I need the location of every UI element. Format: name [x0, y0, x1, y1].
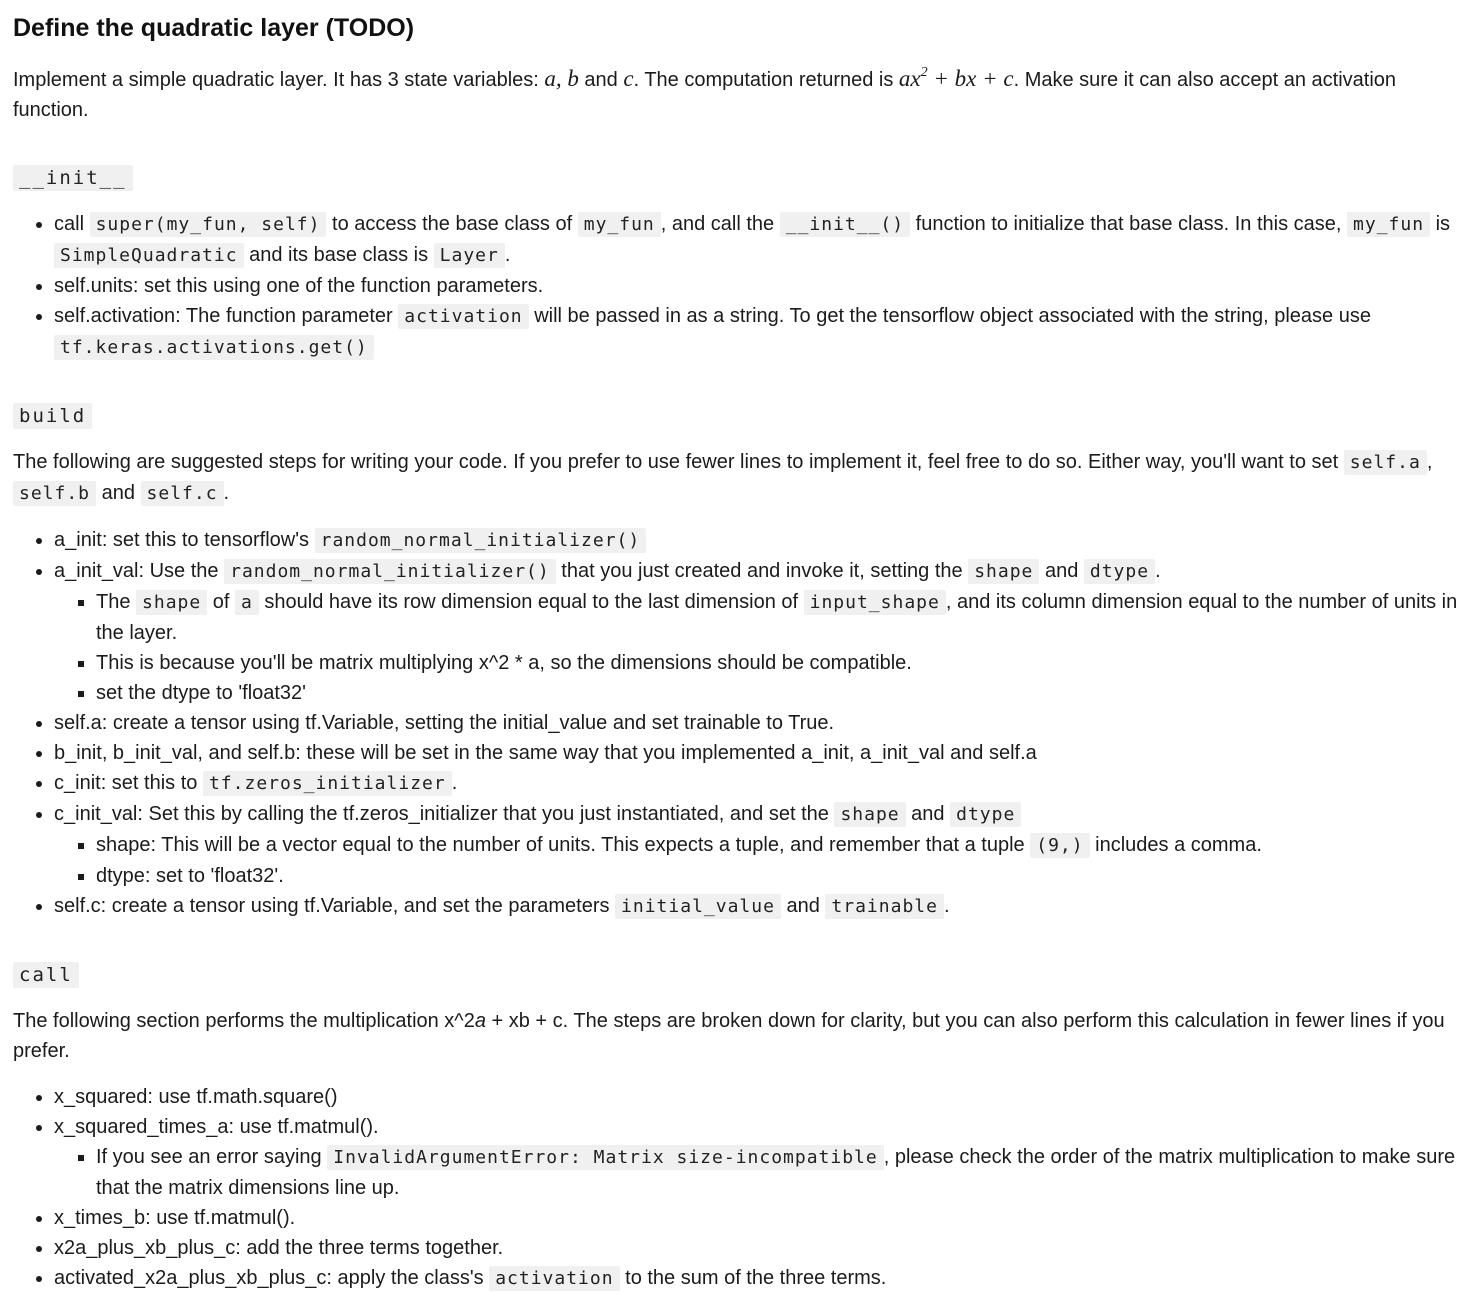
inline-code: shape [968, 559, 1039, 584]
sub-list-item: ▪ If you see an error saying InvalidArgumentError: Matrix size-incompatible , please check the order of the matrix multiplication to make sure that the matrix dimensions line up. [96, 1142, 1467, 1203]
call-list [13, 1082, 1467, 1294]
inline-code: self.a [1344, 450, 1427, 475]
list-item: • x_times_b: use tf.matmul(). [54, 1203, 1467, 1233]
page-title: Define the quadratic layer (TODO) [13, 14, 415, 42]
formula-ax: ax [898, 66, 921, 91]
math-formula [899, 66, 1014, 91]
formula-rest: + bx + c [927, 66, 1014, 91]
inline-code: super(my_fun, self) [90, 212, 327, 237]
sub-list [54, 830, 1467, 891]
inline-code: shape [834, 802, 905, 827]
list-item: • a_init_val: Use the random_normal_initializer() that you just created and invoke it, setting the shape and dtype . ▪ The shape of a should have its row dimension equal to the last dimension of input_shape , and its column dimension equal to the number of units in the layer. ▪ This is because you'll be matrix multiplying x^2 * a, so the dimensions should be compatible. ▪ set the dtype to 'float32' [54, 556, 1467, 708]
formula-exponent: 2 [920, 65, 928, 80]
list-item: • activated_x2a_plus_xb_plus_c: apply the class's activation to the sum of the three terms. [54, 1263, 1467, 1294]
inline-code: self.b [13, 481, 96, 506]
inline-code: my_fun [1347, 212, 1430, 237]
list-item: • c_init_val: Set this by calling the tf.zeros_initializer that you just instantiated, and set the shape and dtype ▪ shape: This will be a vector equal to the number of units. This expects a tuple, and remember that a tuple (9,) includes a comma. ▪ dtype: set to 'float32'. [54, 799, 1467, 891]
inline-code: dtype [1084, 559, 1155, 584]
inline-code: dtype [950, 802, 1021, 827]
inline-code: a [235, 590, 259, 615]
sub-list-item: ▪ shape: This will be a vector equal to the number of units. This expects a tuple, and remember that a tuple (9,) includes a comma. [96, 830, 1467, 861]
intro-text: Implement a simple quadratic layer. It has 3 state variables: [13, 69, 545, 91]
list-item: • x_squared_times_a: use tf.matmul(). ▪ If you see an error saying InvalidArgumentError: Matrix size-incompatible , please check the order of the matrix multiplication to make sure that the matrix dimensions line up. [54, 1112, 1467, 1203]
inline-code: trainable [825, 894, 944, 919]
init-list [13, 209, 1467, 363]
list-item: • call super(my_fun, self) to access the base class of my_fun , and call the __init__() function to initialize that base class. In this case, my_fun is SimpleQuadratic and its base class is Layer . [54, 209, 1467, 271]
section-heading-init [13, 163, 1467, 193]
math-var-a: a [544, 66, 556, 91]
sub-list-item: ▪ dtype: set to 'float32'. [96, 861, 1467, 891]
inline-code: random_normal_initializer() [224, 559, 556, 584]
sub-list-item: ▪ The shape of a should have its row dimension equal to the last dimension of input_shape , and its column dimension equal to the number of units in the layer. [96, 587, 1467, 648]
build-list [13, 525, 1467, 922]
list-item: • b_init, b_init_val, and self.b: these will be set in the same way that you implemented a_init, a_init_val and self.a [54, 738, 1467, 768]
section-heading-call [13, 960, 1467, 990]
sub-list-item: ▪ This is because you'll be matrix multiplying x^2 * a, so the dimensions should be compatible. [96, 648, 1467, 678]
inline-code: SimpleQuadratic [54, 243, 244, 268]
list-item: • self.a: create a tensor using tf.Variable, setting the initial_value and set trainable to True. [54, 708, 1467, 738]
italic-a: a [474, 1010, 486, 1032]
inline-code: shape [136, 590, 207, 615]
sub-list [54, 1142, 1467, 1203]
inline-code: random_normal_initializer() [315, 528, 647, 553]
list-item: • self.activation: The function parameter activation will be passed in as a string. To get the tensorflow object associated with the string, please use tf.keras.activations.get() [54, 301, 1467, 363]
sub-list [54, 587, 1467, 708]
inline-code: activation [398, 304, 528, 329]
inline-code: tf.keras.activations.get() [54, 335, 374, 360]
intro-text: and [578, 69, 624, 91]
inline-code: my_fun [578, 212, 661, 237]
inline-code: Layer [434, 243, 505, 268]
list-item: • x_squared: use tf.math.square() [54, 1082, 1467, 1112]
list-item: • self.c: create a tensor using tf.Variable, and set the parameters initial_value and trainable . [54, 891, 1467, 922]
inline-code: __init__() [780, 212, 910, 237]
list-item: • x2a_plus_xb_plus_c: add the three terms together. [54, 1233, 1467, 1263]
math-var-c: c [623, 66, 634, 91]
inline-code: activation [489, 1266, 619, 1291]
call-heading-code: call [13, 962, 79, 988]
call-paragraph: The following section performs the multiplication x^2a + xb + c. The steps are broken down for clarity, but you can also perform this calculation in fewer lines if you prefer. [13, 1010, 1445, 1062]
build-heading-code: build [13, 403, 92, 429]
math-var-b: b [567, 66, 579, 91]
inline-code: self.c [141, 481, 224, 506]
section-heading-build [13, 401, 1467, 431]
intro-text: . The computation returned is [633, 69, 899, 91]
intro-text: . Make sure it can also accept an activation function. [13, 69, 1397, 121]
inline-code: initial_value [615, 894, 781, 919]
inline-code: input_shape [804, 590, 946, 615]
inline-code: (9,) [1030, 833, 1089, 858]
intro-paragraph: Implement a simple quadratic layer. It has 3 state variables: a, b and c. The computation returned is $ax^2$ + bx + c. Make sure it can also accept an activation function. [13, 65, 1397, 121]
list-item: • self.units: set this using one of the function parameters. [54, 271, 1467, 301]
list-item: • c_init: set this to tf.zeros_initializer . [54, 768, 1467, 799]
sub-list-item: ▪ set the dtype to 'float32' [96, 678, 1467, 708]
inline-code: InvalidArgumentError: Matrix size-incompatible [327, 1145, 884, 1170]
build-paragraph: The following are suggested steps for writing your code. If you prefer to use fewer lines to implement it, feel free to do so. Either way, you'll want to set self.a , self.b and self.c . [13, 451, 1433, 504]
list-item: • a_init: set this to tensorflow's random_normal_initializer() [54, 525, 1467, 556]
init-heading-code: __init__ [13, 165, 133, 191]
inline-code: tf.zeros_initializer [203, 771, 452, 796]
